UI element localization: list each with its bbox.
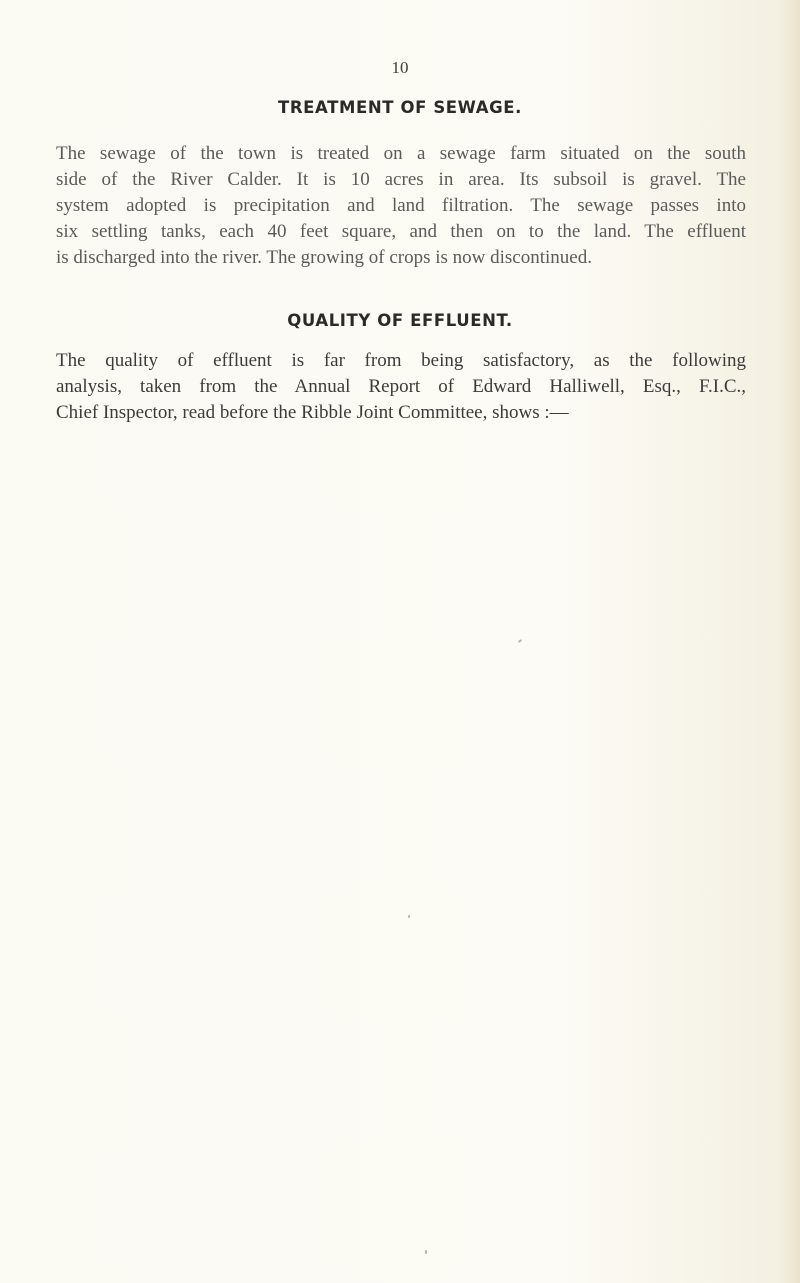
paragraph-line: analysis, taken from the Annual Report of Edward Halliwell, Esq., F.I.C., bbox=[56, 376, 746, 397]
paper-speck bbox=[408, 915, 410, 918]
page-edge-shadow bbox=[778, 0, 800, 1283]
paragraph-line: side of the River Calder. It is 10 acres in area. Its subsoil is gravel. The bbox=[56, 169, 746, 190]
paragraph-line: system adopted is precipitation and land filtration. The sewage passes into bbox=[56, 195, 746, 216]
paragraph-line: Chief Inspector, read before the Ribble Joint Committee, shows :— bbox=[56, 402, 569, 423]
paragraph-line: is discharged into the river. The growing of crops is now discontinued. bbox=[56, 247, 592, 268]
paragraph-treatment-of-sewage bbox=[56, 141, 746, 271]
section-heading-treatment-of-sewage: TREATMENT OF SEWAGE. bbox=[278, 98, 522, 117]
paragraph-line: six settling tanks, each 40 feet square, and then on to the land. The effluent bbox=[56, 221, 746, 242]
section-heading-quality-of-effluent: QUALITY OF EFFLUENT. bbox=[287, 311, 513, 330]
paper-speck bbox=[425, 1250, 427, 1254]
paragraph-line: The quality of effluent is far from being satisfactory, as the following bbox=[56, 350, 746, 371]
paragraph-line: The sewage of the town is treated on a sewage farm situated on the south bbox=[56, 143, 746, 164]
paragraph-quality-of-effluent bbox=[56, 348, 746, 426]
paper-speck bbox=[518, 639, 522, 643]
page-number: 10 bbox=[391, 58, 409, 77]
